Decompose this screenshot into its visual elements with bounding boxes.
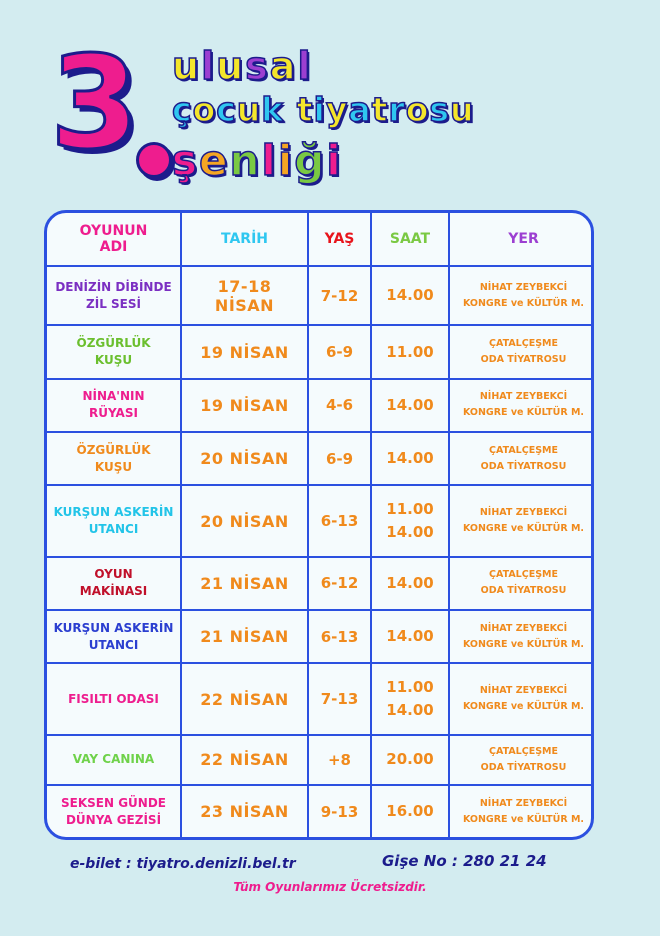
table-row — [47, 557, 594, 610]
header-place: YER — [449, 213, 594, 266]
table-row — [47, 325, 594, 378]
play-venue-line-2: ODA TİYATROSU — [480, 761, 567, 773]
play-venue — [449, 432, 594, 485]
play-date: 19 NİSAN — [181, 379, 308, 432]
play-name-line-1: SEKSEN GÜNDE — [61, 795, 166, 810]
play-age-range: 6-13 — [308, 610, 371, 663]
play-name-line-1: KURŞUN ASKERİN — [53, 620, 174, 635]
play-time — [371, 557, 449, 610]
play-time — [371, 379, 449, 432]
play-name — [47, 735, 181, 785]
table-row — [47, 432, 594, 485]
play-time-2: 14.00 — [386, 701, 434, 720]
play-name-line-2: KUŞU — [94, 353, 133, 367]
play-date: 22 NİSAN — [181, 735, 308, 785]
play-age-range: 6-13 — [308, 485, 371, 556]
play-age-range: 6-9 — [308, 432, 371, 485]
play-age-range: 6-9 — [308, 325, 371, 378]
play-venue-line-2: KONGRE ve KÜLTÜR M. — [462, 813, 585, 825]
play-venue-line-2: KONGRE ve KÜLTÜR M. — [462, 297, 585, 309]
play-venue-line-1: NİHAT ZEYBEKCİ — [479, 685, 568, 697]
play-time — [371, 266, 449, 325]
play-name-line-2: DÜNYA GEZİSİ — [65, 812, 162, 827]
play-time-1: 14.00 — [386, 573, 434, 592]
play-time — [371, 325, 449, 378]
play-date: 22 NİSAN — [181, 663, 308, 734]
play-time — [371, 432, 449, 485]
box-office-number: Gişe No : 280 21 24 — [382, 852, 547, 870]
play-date: 23 NİSAN — [181, 785, 308, 837]
play-date: 21 NİSAN — [181, 610, 308, 663]
play-venue-line-2: KONGRE ve KÜLTÜR M. — [462, 701, 585, 713]
play-time-1: 14.00 — [386, 395, 434, 414]
play-venue-line-1: NİHAT ZEYBEKCİ — [479, 797, 568, 809]
play-venue-line-1: NİHAT ZEYBEKCİ — [479, 391, 568, 403]
title-line-1 — [172, 44, 312, 88]
play-time — [371, 485, 449, 556]
title-line-2 — [172, 90, 475, 129]
play-name — [47, 379, 181, 432]
play-time — [371, 663, 449, 734]
table-row — [47, 735, 594, 785]
play-name-line-1: DENİZİN DİBİNDE — [55, 279, 172, 294]
free-admission-note: Tüm Oyunlarımız Ücretsizdir. — [233, 880, 427, 894]
table-header-row — [47, 213, 594, 266]
play-date: 20 NİSAN — [181, 485, 308, 556]
e-ticket-website: e-bilet : tiyatro.denizli.bel.tr — [70, 856, 296, 872]
play-name-line-2: KUŞU — [94, 459, 133, 474]
play-venue-line-1: NİHAT ZEYBEKCİ — [479, 281, 568, 293]
header-name-line-1: OYUNUN — [79, 223, 148, 239]
play-date: 21 NİSAN — [181, 557, 308, 610]
play-venue-line-2: KONGRE ve KÜLTÜR M. — [462, 407, 585, 419]
play-name-line-1: ÖZGÜRLÜK — [76, 336, 151, 350]
play-venue-line-2: ODA TİYATROSU — [480, 585, 567, 597]
title-line-1-text: ulusal — [172, 44, 313, 88]
play-time — [371, 785, 449, 837]
play-time-1: 14.00 — [386, 286, 434, 305]
play-venue — [449, 663, 594, 734]
play-date: 17-18 NİSAN — [181, 266, 308, 325]
play-name-line-2: ZİL SESİ — [86, 296, 141, 311]
play-date: 19 NİSAN — [181, 325, 308, 378]
table-row — [47, 379, 594, 432]
play-time-1: 11.00 — [386, 342, 434, 361]
play-venue-line-2: KONGRE ve KÜLTÜR M. — [462, 523, 585, 535]
header-age: YAŞ — [308, 213, 371, 266]
play-name — [47, 785, 181, 837]
play-venue-line-1: ÇATALÇEŞME — [489, 444, 558, 456]
play-venue-line-2: KONGRE ve KÜLTÜR M. — [462, 638, 585, 650]
play-age-range: 7-12 — [308, 266, 371, 325]
play-name-line-1: OYUN — [94, 567, 133, 582]
table-row — [47, 485, 594, 556]
table-row — [47, 266, 594, 325]
table-row — [47, 785, 594, 837]
table-row — [47, 663, 594, 734]
play-name-line-1: FISILTI ODASI — [68, 691, 159, 706]
play-time-1: 14.00 — [386, 627, 434, 646]
play-age-range: 6-12 — [308, 557, 371, 610]
header-time: SAAT — [371, 213, 449, 266]
play-time-1: 14.00 — [386, 449, 434, 468]
play-name — [47, 610, 181, 663]
play-name — [47, 557, 181, 610]
play-name — [47, 663, 181, 734]
play-age-range: 9-13 — [308, 785, 371, 837]
play-time-1: 11.00 — [386, 500, 434, 519]
play-age-range: 4-6 — [308, 379, 371, 432]
play-time — [371, 610, 449, 663]
play-name-line-1: ÖZGÜRLÜK — [76, 442, 151, 457]
header-name — [47, 213, 181, 266]
play-name — [47, 485, 181, 556]
play-date: 20 NİSAN — [181, 432, 308, 485]
play-venue — [449, 266, 594, 325]
play-name-line-2: RÜYASI — [89, 406, 138, 421]
play-time-1: 16.00 — [386, 802, 434, 821]
festival-number: 3 — [50, 29, 136, 178]
schedule-table — [44, 210, 594, 840]
title-line-3 — [172, 136, 343, 185]
play-venue — [449, 785, 594, 837]
play-venue — [449, 557, 594, 610]
title-line-2-text: çocuk tiyatrosu — [172, 90, 475, 129]
play-venue-line-1: NİHAT ZEYBEKCİ — [479, 622, 568, 634]
play-venue-line-2: ODA TİYATROSU — [480, 460, 567, 472]
play-name-line-2: MAKİNASI — [79, 584, 148, 599]
play-venue — [449, 325, 594, 378]
play-venue — [449, 610, 594, 663]
play-name-line-1: VAY CANINA — [72, 752, 155, 767]
play-name-line-1: KURŞUN ASKERİN — [53, 505, 174, 520]
play-name — [47, 432, 181, 485]
number-dot-decoration — [136, 142, 172, 178]
play-venue-line-1: ÇATALÇEŞME — [489, 745, 558, 757]
play-name-line-2: UTANCI — [88, 637, 139, 652]
header-name-line-2: ADI — [99, 239, 128, 255]
play-age-range: 7-13 — [308, 663, 371, 734]
play-name-line-2: UTANCI — [88, 522, 139, 537]
title-line-3-text: şenliği — [172, 136, 343, 185]
play-time-1: 20.00 — [386, 750, 434, 769]
play-age-range: +8 — [308, 735, 371, 785]
play-name — [47, 325, 181, 378]
play-venue-line-2: ODA TİYATROSU — [480, 354, 567, 365]
play-venue-line-1: ÇATALÇEŞME — [489, 569, 558, 581]
play-time-2: 14.00 — [386, 523, 434, 542]
play-venue-line-1: NİHAT ZEYBEKCİ — [479, 507, 568, 519]
play-venue — [449, 485, 594, 556]
play-name — [47, 266, 181, 325]
play-time-1: 11.00 — [386, 678, 434, 697]
play-venue — [449, 379, 594, 432]
play-venue — [449, 735, 594, 785]
header-date: TARİH — [181, 213, 308, 266]
play-time — [371, 735, 449, 785]
play-name-line-1: NİNA'NIN — [82, 389, 145, 404]
play-venue-line-1: ÇATALÇEŞME — [489, 338, 558, 349]
table-row — [47, 610, 594, 663]
